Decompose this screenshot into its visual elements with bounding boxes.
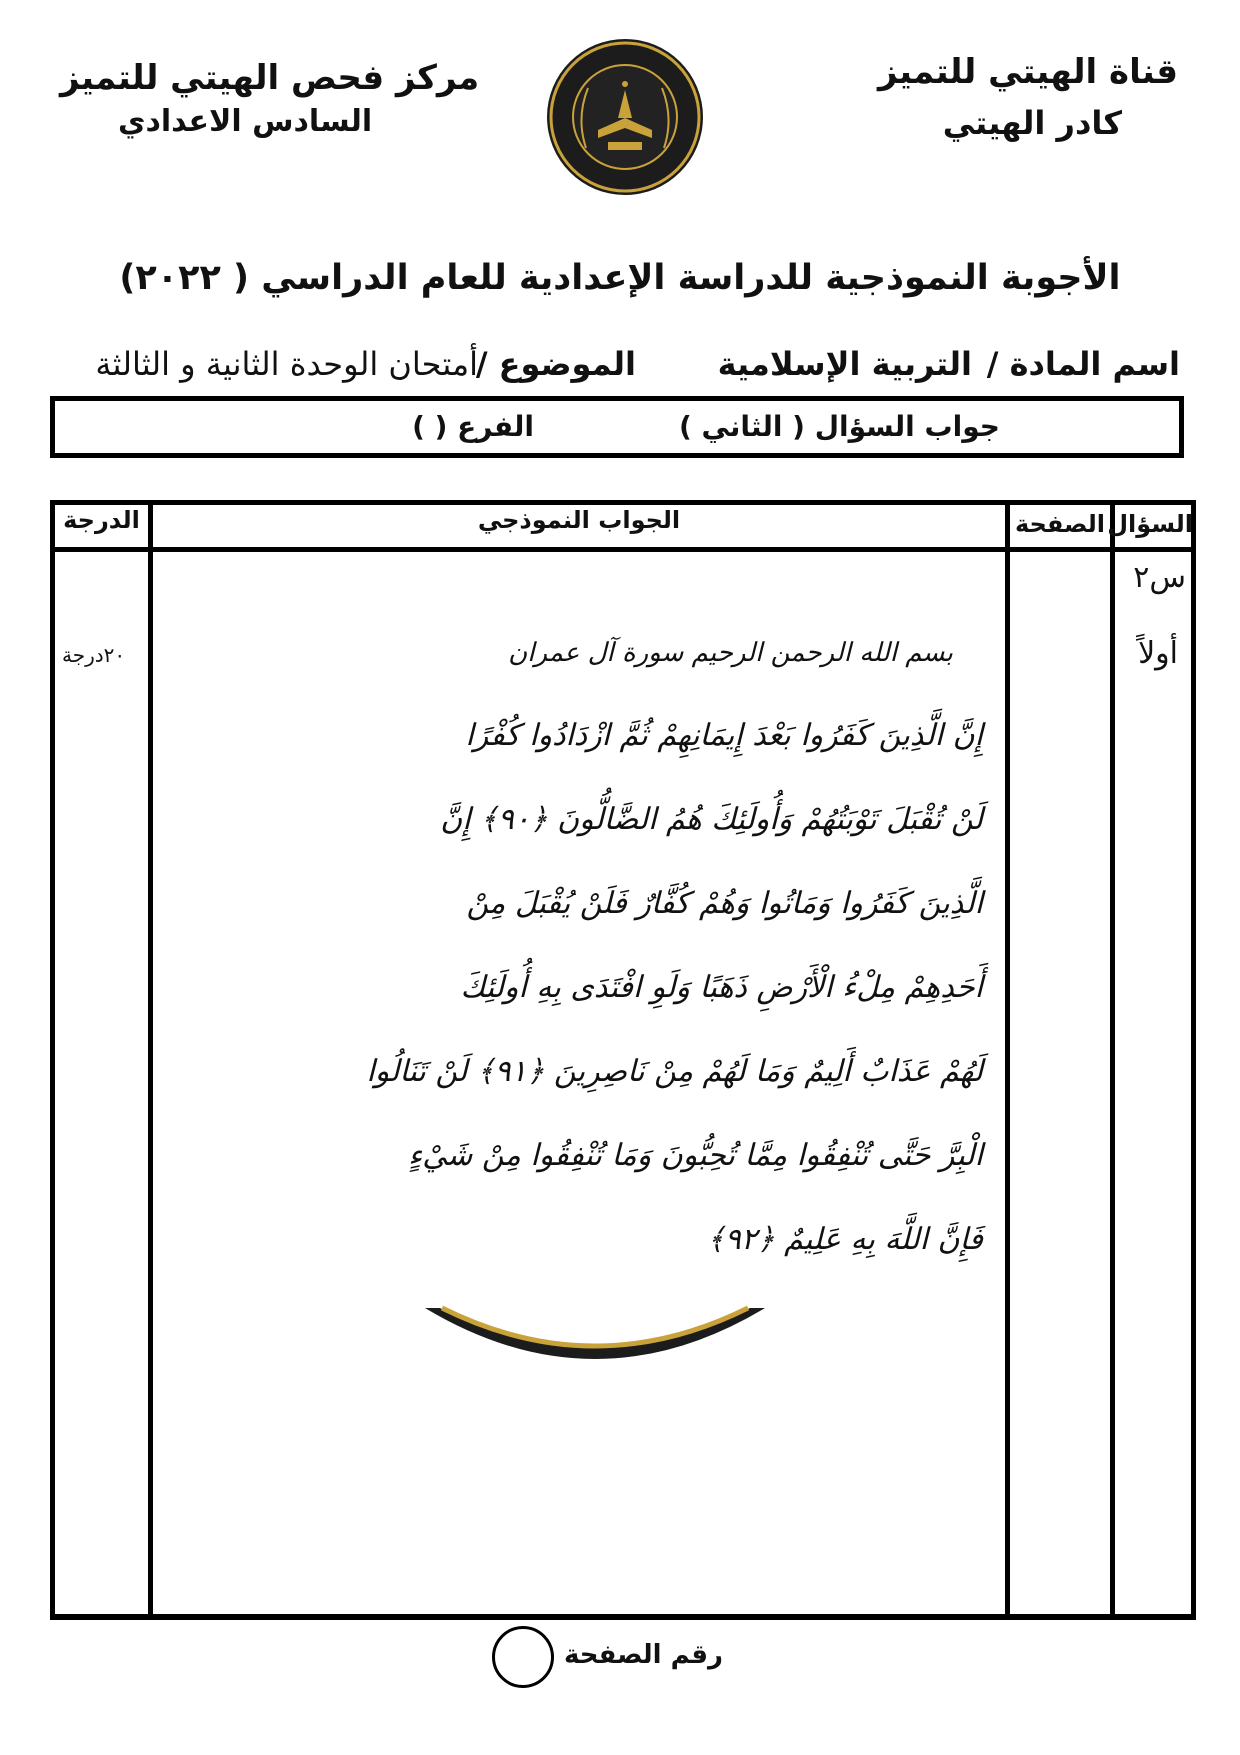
question-box: [50, 396, 1184, 458]
header-staff: كادر الهيتي: [942, 104, 1122, 142]
handwriting-line: لَنْ تُقْبَلَ تَوْبَتُهُمْ وَأُولَئِكَ هُمُ الضَّالُّونَ ﴿٩٠﴾ إِنَّ: [440, 802, 983, 837]
handwriting-line: لَهُمْ عَذَابٌ أَلِيمٌ وَمَا لَهُمْ مِنْ نَاصِرِينَ ﴿٩١﴾ لَنْ تَنَالُوا: [366, 1054, 983, 1089]
header-grade-level: السادس الاعدادي: [118, 104, 373, 139]
handwriting-line: الَّذِينَ كَفَرُوا وَمَاتُوا وَهُمْ كُفَّارٌ فَلَنْ يُقْبَلَ مِنْ: [466, 886, 983, 921]
question-number: س٢: [1133, 560, 1186, 595]
topic-value: أمتحان الوحدة الثانية و الثالثة: [95, 345, 478, 383]
handwriting-line: أَحَدِهِمْ مِلْءُ الْأَرْضِ ذَهَبًا وَلَوِ افْتَدَى بِهِ أُولَئِكَ: [460, 970, 983, 1005]
question-part: أولاً: [1138, 636, 1178, 671]
column-header-question: السؤال: [1107, 510, 1193, 538]
column-header-answer: الجواب النموذجي: [477, 506, 681, 534]
subject-value: التربية الإسلامية: [717, 345, 972, 383]
page-number-label: رقم الصفحة: [564, 1640, 723, 1670]
channel-seal-logo: [546, 38, 704, 196]
topic-label: الموضوع /: [475, 345, 636, 383]
page-number-circle: [492, 1626, 554, 1688]
grade-value: ٢٠درجة: [62, 643, 126, 667]
page-title: الأجوبة النموذجية للدراسة الإعدادية للعام الدراسي ( ٢٠٢٢): [119, 258, 1121, 298]
handwriting-line: بسم الله الرحمن الرحيم سورة آل عمران: [508, 638, 953, 668]
handwriting-line: الْبِرَّ حَتَّى تُنْفِقُوا مِمَّا تُحِبُّونَ وَمَا تُنْفِقُوا مِنْ شَيْءٍ: [408, 1138, 983, 1173]
header-center-name: مركز فحص الهيتي للتميز: [60, 58, 480, 98]
handwriting-line: إِنَّ الَّذِينَ كَفَرُوا بَعْدَ إِيمَانِهِمْ ثُمَّ ازْدَادُوا كُفْرًا: [465, 718, 983, 753]
answer-question-label: جواب السؤال ( الثاني ): [678, 410, 1000, 443]
subject-label: اسم المادة /: [986, 345, 1180, 383]
header-channel-name: قناة الهيتي للتميز: [877, 52, 1178, 92]
handwritten-answer: [175, 630, 983, 1320]
branch-label: الفرع ( ): [412, 410, 534, 443]
watermark-arc: [420, 1300, 770, 1370]
column-header-page: الصفحة: [1014, 510, 1105, 538]
handwriting-line: فَإِنَّ اللَّهَ بِهِ عَلِيمٌ ﴿٩٢﴾: [707, 1222, 983, 1257]
column-header-grade: الدرجة: [63, 506, 140, 534]
